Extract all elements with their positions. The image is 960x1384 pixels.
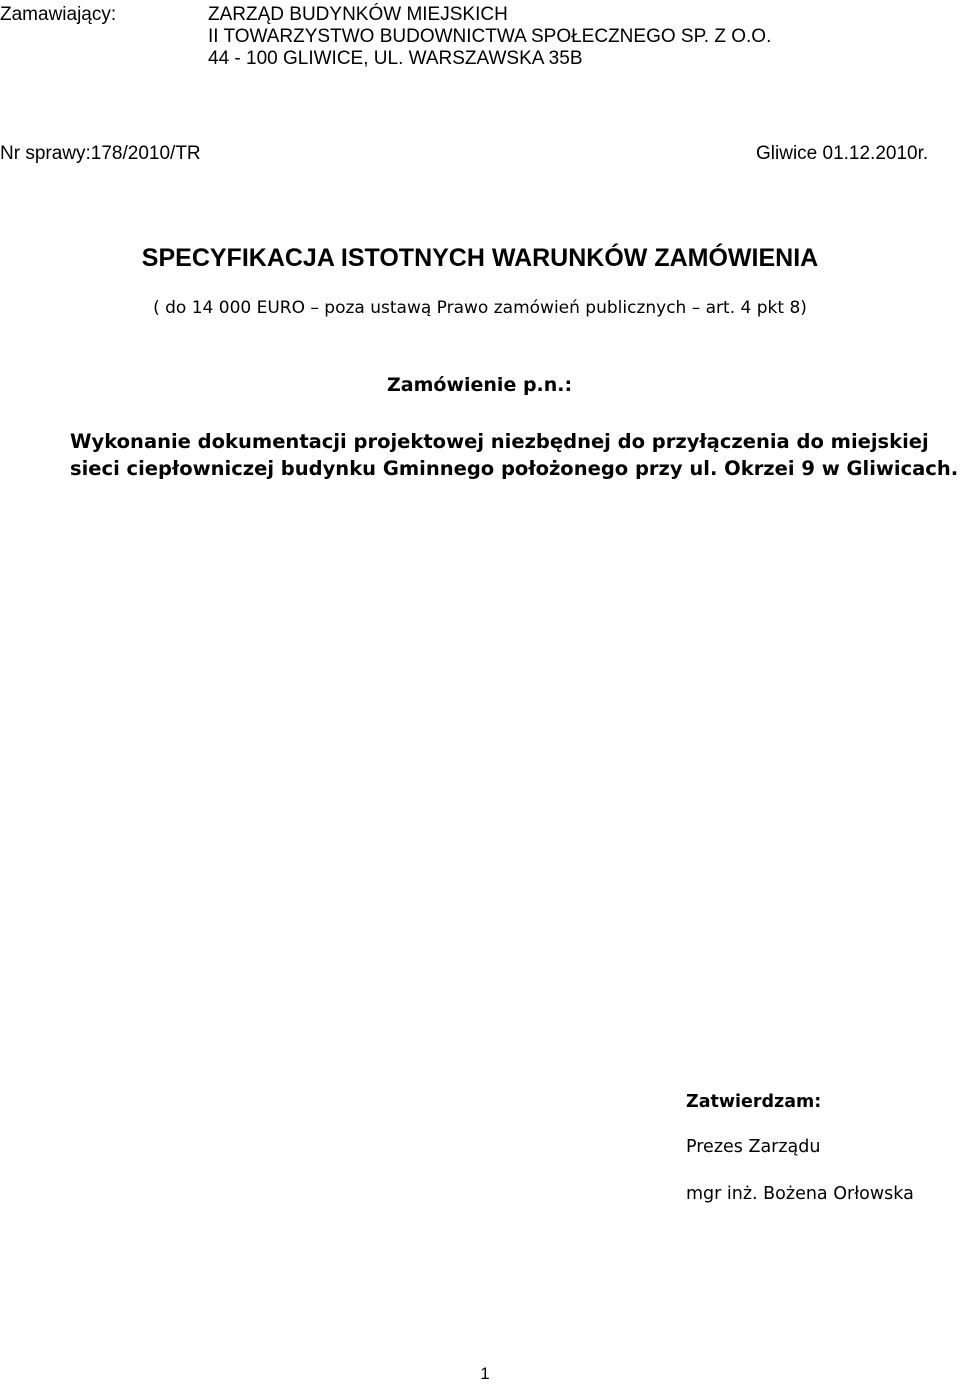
ordering-party-line-2: II TOWARZYSTWO BUDOWNICTWA SPOŁECZNEGO SP. Z O.O. (208, 26, 772, 47)
approver-name: mgr inż. Bożena Orłowska (686, 1184, 914, 1204)
ordering-party-line-1: ZARZĄD BUDYNKÓW MIEJSKICH (208, 4, 508, 25)
approval-label: Zatwierdzam: (686, 1092, 822, 1112)
ordering-party-line-3: 44 - 100 GLIWICE, UL. WARSZAWSKA 35B (208, 48, 583, 69)
ordering-party-label: Zamawiający: (0, 4, 117, 25)
order-description: Wykonanie dokumentacji projektowej niezbędnej do przyłączenia do miejskiej sieci ciepłowniczej budynku Gminnego położonego przy ul. Okrzei 9 w Gliwicach. (70, 430, 959, 480)
ordering-party-address (208, 4, 771, 70)
specification-subtitle: ( do 14 000 EURO – poza ustawą Prawo zamówień publicznych – art. 4 pkt 8) (153, 298, 807, 318)
page-number: 1 (480, 1364, 490, 1383)
approver-role: Prezes Zarządu (686, 1137, 821, 1157)
order-label: Zamówienie p.n.: (387, 374, 573, 396)
case-number: Nr sprawy:178/2010/TR (0, 143, 201, 164)
place-date: Gliwice 01.12.2010r. (756, 143, 929, 164)
specification-title: SPECYFIKACJA ISTOTNYCH WARUNKÓW ZAMÓWIENIA (141, 244, 819, 272)
